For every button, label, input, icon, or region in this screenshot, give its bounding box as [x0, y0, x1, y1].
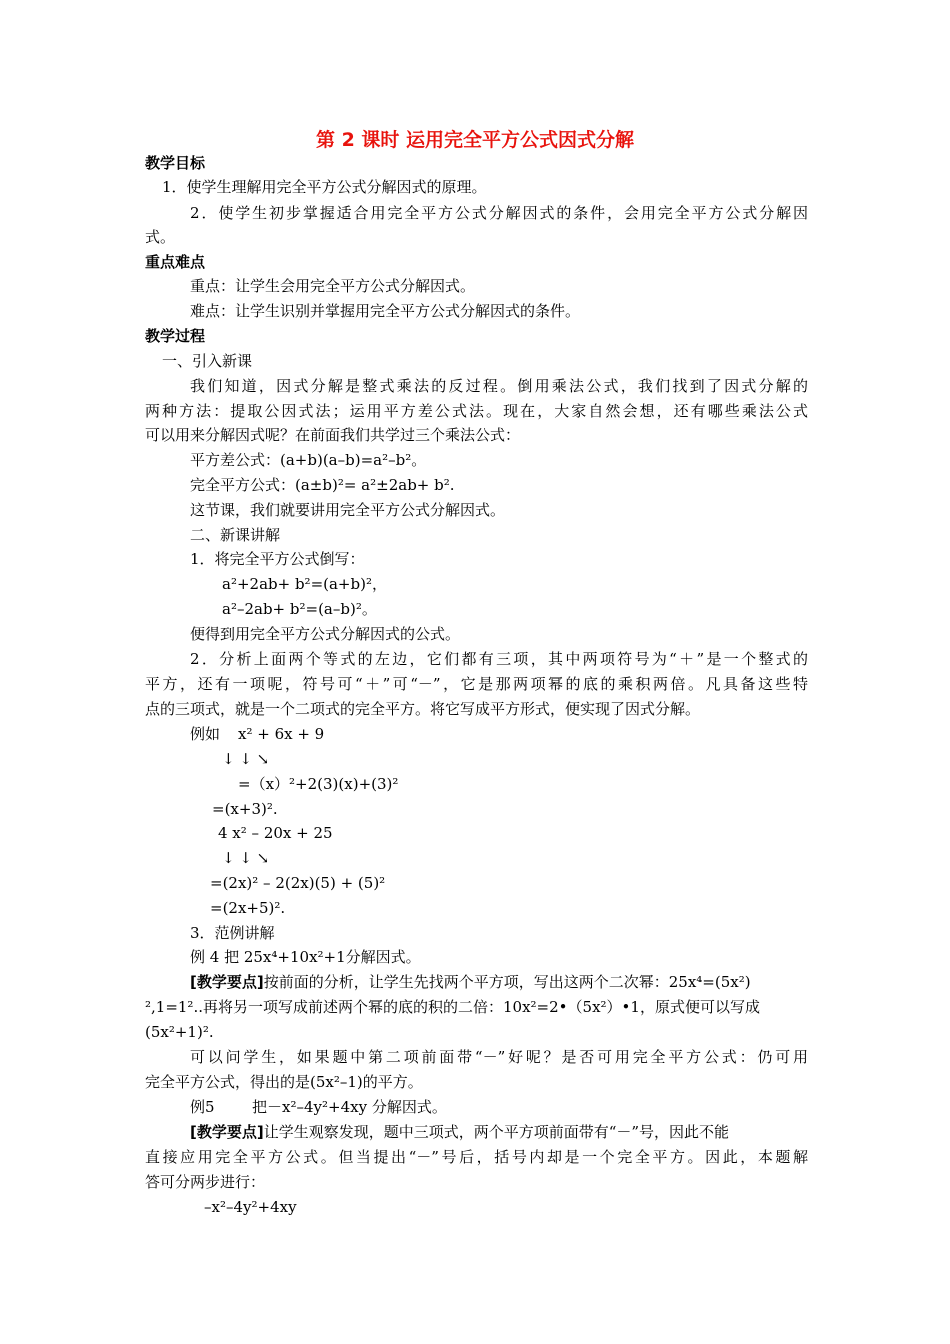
example-2-expression: 4 x² – 20x + 25 — [218, 824, 333, 842]
perfect-square-formula — [190, 475, 455, 495]
example-4-result: (5x²+1)². — [145, 1023, 214, 1041]
note-text: 按前面的分析，让学生先找两个平方项，写出这两个二次幂： — [263, 973, 669, 991]
formula-label: 完全平方公式： — [190, 476, 296, 494]
section-heading-objectives: 教学目标 — [145, 154, 206, 172]
teaching-key-label: [教学要点] — [190, 973, 264, 991]
question-line1: 可以问学生，如果题中第二项前面带“－”好呢？是否可用完全平方公式：仍可用 — [190, 1048, 808, 1066]
intro-heading: 一、引入新课 — [162, 352, 253, 370]
example-4-note-line2 — [145, 997, 760, 1017]
example-5-note-line1 — [190, 1122, 729, 1142]
page-title: 第 2 课时 运用完全平方公式因式分解 — [315, 129, 635, 151]
step-2-line3: 点的三项式，就是一个二项式的完全平方。将它写成平方形式，便实现了因式分解。 — [145, 700, 701, 718]
teaching-key-label: [教学要点] — [190, 1123, 264, 1141]
example-4-expression: 例 4 把 25x⁴+10x²+1 — [190, 948, 346, 966]
step-3: 3．范例讲解 — [190, 924, 275, 942]
reversed-formula-1: a²+2ab+ b²=(a+b)²， — [222, 575, 387, 593]
example-2-arrows: ↓ ↓ ↘ — [222, 849, 270, 867]
example-5-label: 例5 — [190, 1098, 215, 1116]
example-5-note-line2: 直接应用完全平方公式。但当提出“－”号后，括号内却是一个完全平方。因此，本题解 — [145, 1148, 808, 1166]
step-2-line1: 2．分析上面两个等式的左边，它们都有三项，其中两项符号为“＋”是一个整式的 — [190, 650, 808, 668]
example-1-expression: x² + 6x + 9 — [238, 725, 325, 743]
objective-1: 1．使学生理解用完全平方公式分解因式的原理。 — [162, 178, 487, 196]
keypoint-difficulty: 难点：让学生识别并掌握用完全平方公式分解因式的条件。 — [190, 302, 581, 320]
intro-paragraph-line2: 两种方法：提取公因式法；运用平方差公式法。现在，大家自然会想，还有哪些乘法公式 — [145, 402, 808, 420]
objective-2-line1: 2．使学生初步掌握适合用完全平方公式分解因式的条件，会用完全平方公式分解因 — [190, 204, 808, 222]
example-5-start: –x²–4y²+4xy — [204, 1198, 297, 1216]
lesson-heading: 二、新课讲解 — [190, 526, 281, 544]
note-text: .再将另一项写成前述两个幂的底的积的二倍： — [198, 998, 503, 1016]
example-1-step-2: =(x+3)². — [212, 800, 278, 818]
example-5-prompt — [252, 1097, 447, 1117]
difference-of-squares-formula — [190, 450, 426, 470]
section-heading-process: 教学过程 — [145, 327, 206, 345]
formula-expression: (a+b)(a–b)=a²–b²。 — [280, 451, 427, 469]
formula-label: 平方差公式： — [190, 451, 281, 469]
note-math: ²,1=1². — [145, 998, 199, 1016]
note-text: 的平方。 — [362, 1073, 423, 1091]
example-1-step-1: =（x）²+2(3)(x)+(3)² — [238, 775, 399, 793]
question-line2 — [145, 1072, 423, 1092]
formula-expression: (a±b)²= a²±2ab+ b². — [295, 476, 455, 494]
example-2-step-2: =(2x+5)². — [210, 899, 286, 917]
keypoint-focus: 重点：让学生会用完全平方公式分解因式。 — [190, 277, 476, 295]
reversed-formula-2: a²–2ab+ b²=(a–b)²。 — [222, 600, 377, 618]
example-5-suffix: 分解因式。 — [371, 1098, 447, 1116]
example-4-prompt — [190, 947, 421, 967]
example-4-suffix: 分解因式。 — [345, 948, 421, 966]
note-math: 25x⁴=(5x²) — [668, 973, 751, 991]
example-1-arrows: ↓ ↓ ↘ — [222, 750, 270, 768]
objective-2-line2: 式。 — [145, 228, 176, 246]
step-2-line2: 平方，还有一项呢，符号可“＋”可“－”，它是那两项幂的底的乘积两倍。凡具备这些特 — [145, 675, 808, 693]
intro-conclusion: 这节课，我们就要讲用完全平方公式分解因式。 — [190, 501, 506, 519]
example-4-note-line1 — [190, 972, 808, 992]
note-math: (5x²–1) — [310, 1073, 363, 1091]
section-heading-keypoints: 重点难点 — [145, 253, 206, 271]
example-label: 例如 — [190, 725, 221, 743]
intro-paragraph-line1: 我们知道，因式分解是整式乘法的反过程。倒用乘法公式，我们找到了因式分解的 — [190, 377, 808, 395]
example-5-note-line3: 答可分两步进行： — [145, 1173, 266, 1191]
note-math: 10x²=2•（5x²）•1 — [503, 998, 640, 1016]
note-text: ，原式便可以写成 — [639, 998, 760, 1016]
formula-conclusion: 便得到用完全平方公式分解因式的公式。 — [190, 625, 461, 643]
note-text: 让学生观察发现，题中三项式，两个平方项前面带有“－”号，因此不能 — [263, 1123, 730, 1141]
intro-paragraph-line3: 可以用来分解因式呢？在前面我们共学过三个乘法公式： — [145, 426, 521, 444]
example-2-step-1: =(2x)² – 2(2x)(5) + (5)² — [210, 874, 386, 892]
step-1: 1．将完全平方公式倒写： — [190, 550, 365, 568]
example-5-expression: 把－x²–4y²+4xy — [252, 1098, 368, 1116]
note-text: 完全平方公式，得出的是 — [145, 1073, 311, 1091]
